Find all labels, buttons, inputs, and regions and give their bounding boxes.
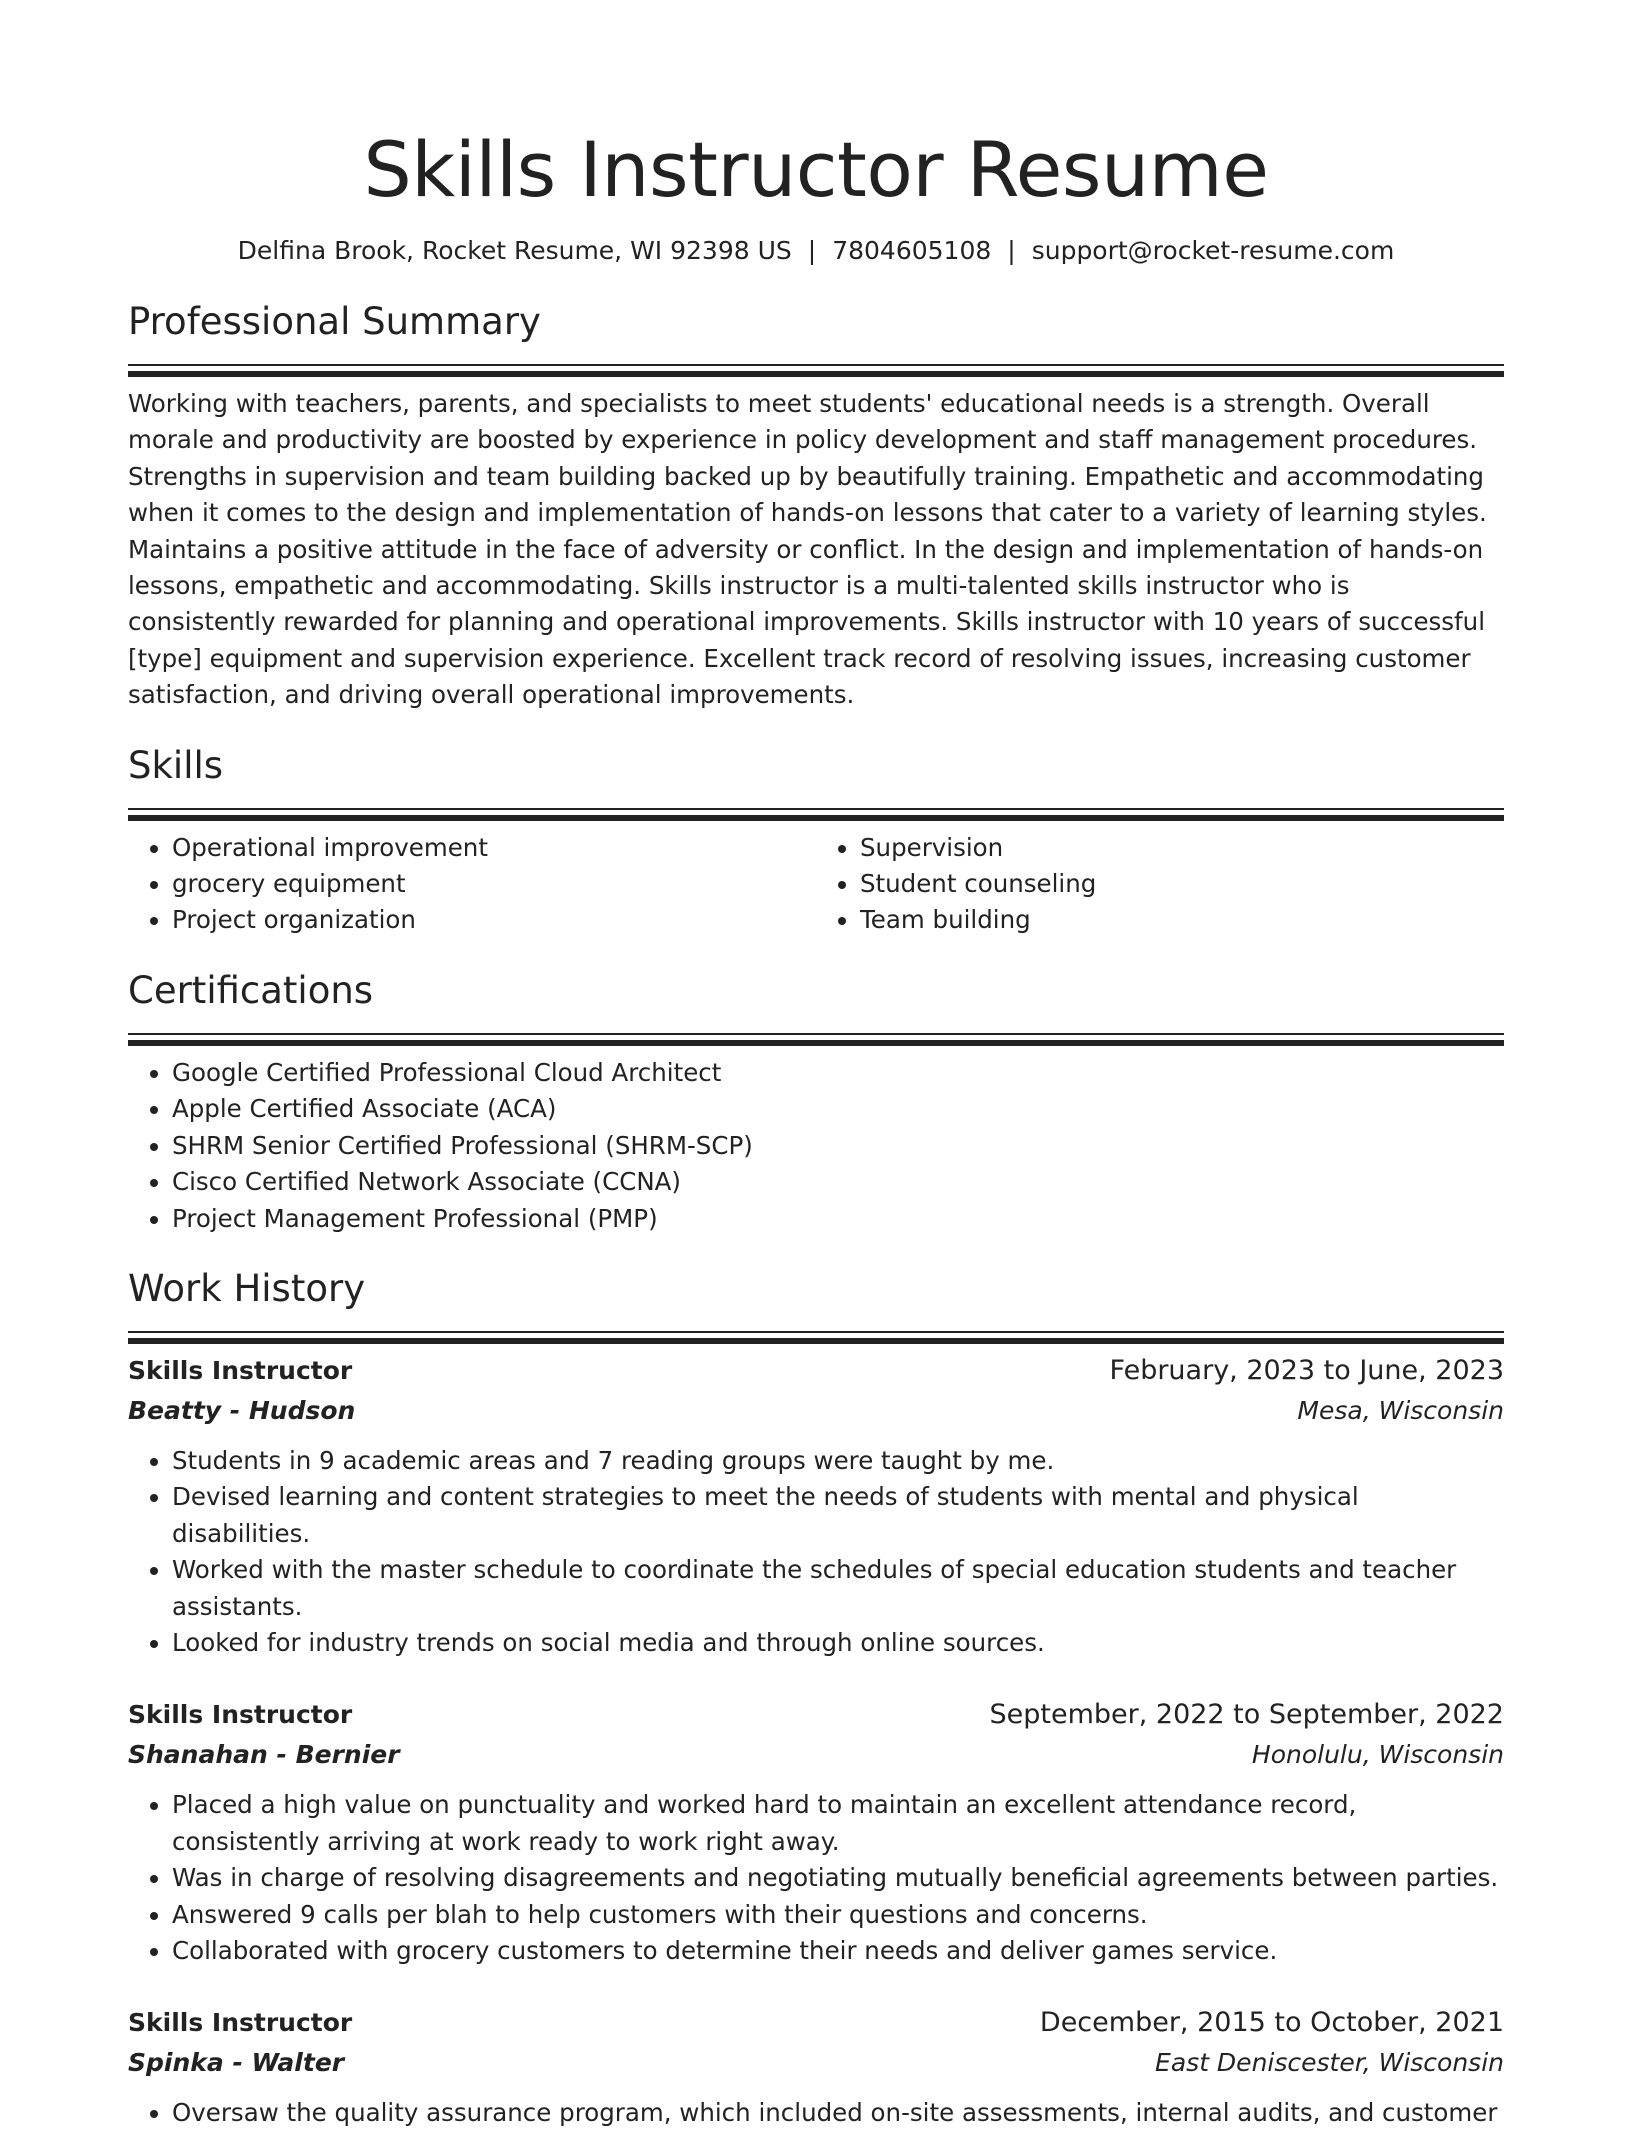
skills-list-left — [128, 830, 816, 939]
list-item: • Devised learning and content strategies to meet the needs of students with mental and physical disabilities. — [172, 1479, 1504, 1552]
job-company: Shanahan - Bernier — [128, 1740, 400, 1770]
job-bullets — [128, 1443, 1504, 1661]
work-history-heading: Work History — [128, 1266, 366, 1310]
list-item: • SHRM Senior Certified Professional (SHRM-SCP) — [172, 1128, 1504, 1164]
list-item: • Team building — [860, 902, 1504, 938]
summary-heading: Professional Summary — [128, 300, 541, 343]
certifications-section — [128, 967, 1504, 1237]
section-divider — [128, 364, 1504, 366]
list-item: • Collaborated with grocery customers to determine their needs and deliver games service. — [172, 1933, 1504, 1969]
summary-text: Working with teachers, parents, and specialists to meet students' educational needs is a strength. Overall morale and productivity are boosted by experience in policy development and staff management procedures. Strengths in supervision and team building backed up by beautifully training. Empathetic and accommodating when it comes to the design and implementation of hands-on lessons that cater to a variety of learning styles. Maintains a positive attitude in the face of adversity or conflict. In the design and implementation of hands-on lessons, empathetic and accommodating. Skills instructor is a multi-talented skills instructor who is consistently rewarded for planning and operational improvements. Skills instructor with 10 years of successful [type] equipment and supervision experience. Excellent track record of resolving issues, increasing customer satisfaction, and driving overall operational improvements. — [128, 389, 1487, 710]
list-item: • Project Management Professional (PMP) — [172, 1201, 1504, 1237]
job-location: East Deniscester, Wisconsin — [1155, 2048, 1504, 2078]
list-item: • Cisco Certified Network Associate (CCNA) — [172, 1164, 1504, 1200]
skills-section — [128, 742, 1504, 939]
list-item: • Oversaw the quality assurance program, which included on-site assessments, internal audits, and customer — [172, 2095, 1504, 2131]
list-item: • Worked with the master schedule to coordinate the schedules of special education students and teacher assistants. — [172, 1552, 1504, 1625]
list-item: • Apple Certified Associate (ACA) — [172, 1091, 1504, 1127]
summary-section — [128, 298, 1504, 714]
work-history-section — [128, 1265, 1504, 2132]
skills-grid — [128, 830, 1504, 939]
job-location: Mesa, Wisconsin — [1297, 1395, 1504, 1425]
certifications-heading: Certifications — [128, 968, 374, 1012]
job-dates: September, 2022 to September, 2022 — [989, 1699, 1504, 1731]
job-company: Spinka - Walter — [128, 2048, 345, 2078]
skills-list-right — [816, 830, 1504, 939]
list-item: • Project organization — [172, 902, 816, 938]
section-divider — [128, 808, 1504, 810]
list-item: • Placed a high value on punctuality and worked hard to maintain an excellent attendance record, consistently arriving at work ready to work right away. — [172, 1787, 1504, 1860]
job-dates: December, 2015 to October, 2021 — [1039, 2007, 1504, 2039]
job-title: Skills Instructor — [128, 1700, 353, 1730]
contact-separator: | — [1007, 236, 1016, 265]
job-entry — [128, 1695, 1504, 1969]
job-company: Beatty - Hudson — [128, 1395, 356, 1425]
contact-address: Delfina Brook, Rocket Resume, WI 92398 US — [237, 236, 792, 265]
list-item: • Operational improvement — [172, 830, 816, 866]
list-item: • Was in charge of resolving disagreements and negotiating mutually beneficial agreements between parties. — [172, 1860, 1504, 1896]
job-location: Honolulu, Wisconsin — [1251, 1740, 1504, 1770]
list-item: • Student counseling — [860, 866, 1504, 902]
list-item: • Answered 9 calls per blah to help customers with their questions and concerns. — [172, 1897, 1504, 1933]
list-item: • Students in 9 academic areas and 7 reading groups were taught by me. — [172, 1443, 1504, 1479]
job-title: Skills Instructor — [128, 1355, 353, 1385]
job-dates: February, 2023 to June, 2023 — [1109, 1354, 1504, 1386]
list-item: • Google Certified Professional Cloud Architect — [172, 1055, 1504, 1091]
resume-title: Skills Instructor Resume — [363, 125, 1269, 214]
job-entry — [128, 2003, 1504, 2131]
job-title: Skills Instructor — [128, 2008, 353, 2038]
skills-heading: Skills — [128, 743, 224, 787]
contact-separator: | — [807, 236, 817, 265]
contact-phone: 7804605108 — [832, 236, 992, 265]
job-bullets — [128, 2095, 1504, 2131]
list-item: • grocery equipment — [172, 866, 816, 902]
contact-email: support@rocket-resume.com — [1031, 236, 1395, 265]
section-divider — [128, 1033, 1504, 1035]
contact-line — [128, 234, 1504, 268]
job-entry — [128, 1351, 1504, 1661]
list-item: • Supervision — [860, 830, 1504, 866]
job-bullets — [128, 1787, 1504, 1969]
list-item: • Looked for industry trends on social media and through online sources. — [172, 1625, 1504, 1661]
certifications-list — [128, 1055, 1504, 1237]
section-divider — [128, 1331, 1504, 1333]
